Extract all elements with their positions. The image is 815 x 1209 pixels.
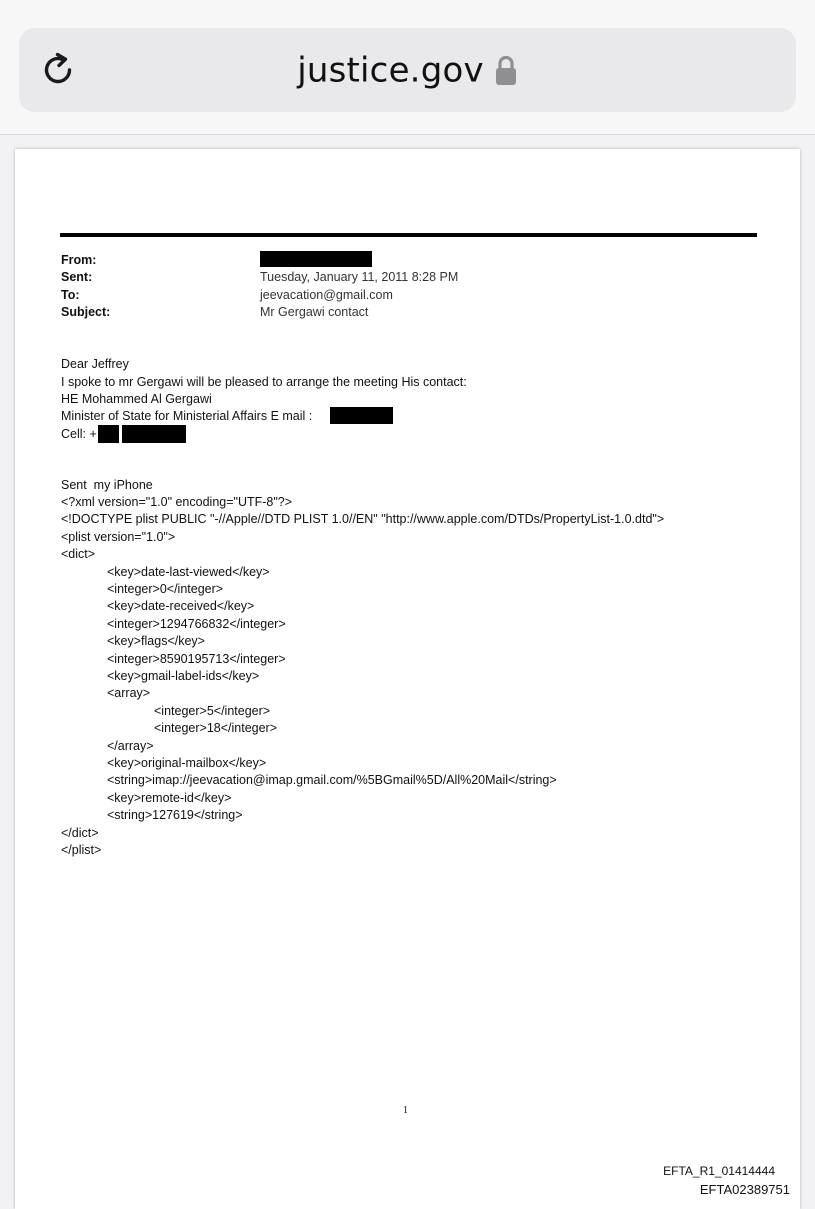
plist-line: <integer>0</integer> [107, 582, 224, 596]
page-number: 1 [403, 1105, 408, 1116]
redaction-from [260, 251, 372, 267]
plist-line: <!DOCTYPE plist PUBLIC "-//Apple//DTD PLIST 1.0//EN" "http://www.apple.com/DTDs/PropertyList-1.0.dtd"> [61, 512, 665, 527]
redaction-email [330, 407, 393, 424]
plist-line: <dict> [61, 547, 96, 562]
sent-value: Tuesday, January 11, 2011 8:28 PM [260, 270, 459, 284]
plist-line: <array> [107, 686, 151, 701]
body-line-3: Minister of State for Ministerial Affairs E mail : [61, 409, 313, 423]
plist-line: </array> [107, 738, 154, 753]
url-display[interactable] [0, 49, 815, 91]
document-page [15, 149, 800, 1209]
plist-line: <integer>18</integer> [154, 721, 278, 736]
header-rule [60, 233, 757, 237]
plist-line: <key>gmail-label-ids</key> [107, 669, 260, 683]
plist-line: <integer>1294766832</integer> [107, 616, 286, 631]
signature: Sent my iPhone [61, 478, 153, 492]
plist-line: </plist> [61, 843, 102, 857]
bates-number-2: EFTA02389751 [699, 1182, 790, 1197]
greeting: Dear Jeffrey [61, 357, 129, 371]
lock-icon [494, 54, 518, 88]
to-label: To: [61, 288, 80, 302]
plist-line: <key>flags</key> [107, 634, 205, 649]
body-line-4: Cell: + [61, 427, 97, 441]
body-line-1: I spoke to mr Gergawi will be pleased to arrange the meeting His contact: [61, 375, 467, 389]
plist-line: <key>original-mailbox</key> [107, 756, 267, 770]
sent-label: Sent: [61, 270, 93, 284]
plist-line: <key>date-last-viewed</key> [107, 564, 270, 579]
plist-line: <integer>8590195713</integer> [107, 651, 286, 666]
plist-line: <string>imap://jeevacation@imap.gmail.com/%5BGmail%5D/All%20Mail</string> [107, 773, 557, 788]
url-host: justice.gov [297, 50, 484, 91]
plist-line: </dict> [61, 825, 99, 840]
subject-label: Subject: [61, 305, 111, 319]
subject-value: Mr Gergawi contact [260, 305, 369, 319]
plist-line: <integer>5</integer> [154, 703, 271, 718]
plist-line: <key>remote-id</key> [107, 790, 232, 805]
redaction-cell-code [98, 425, 119, 443]
body-line-2: HE Mohammed Al Gergawi [61, 392, 212, 406]
plist-line: <?xml version="1.0" encoding="UTF-8"?> [61, 495, 293, 509]
plist-line: <string>127619</string> [107, 808, 243, 823]
redaction-cell-number [122, 425, 186, 443]
from-label: From: [61, 253, 97, 267]
bates-number-1: EFTA_R1_01414444 [663, 1164, 775, 1178]
plist-line: <key>date-received</key> [107, 599, 255, 614]
to-value: jeevacation@gmail.com [260, 288, 393, 302]
plist-line: <plist version="1.0"> [61, 529, 176, 544]
browser-toolbar [0, 0, 815, 135]
